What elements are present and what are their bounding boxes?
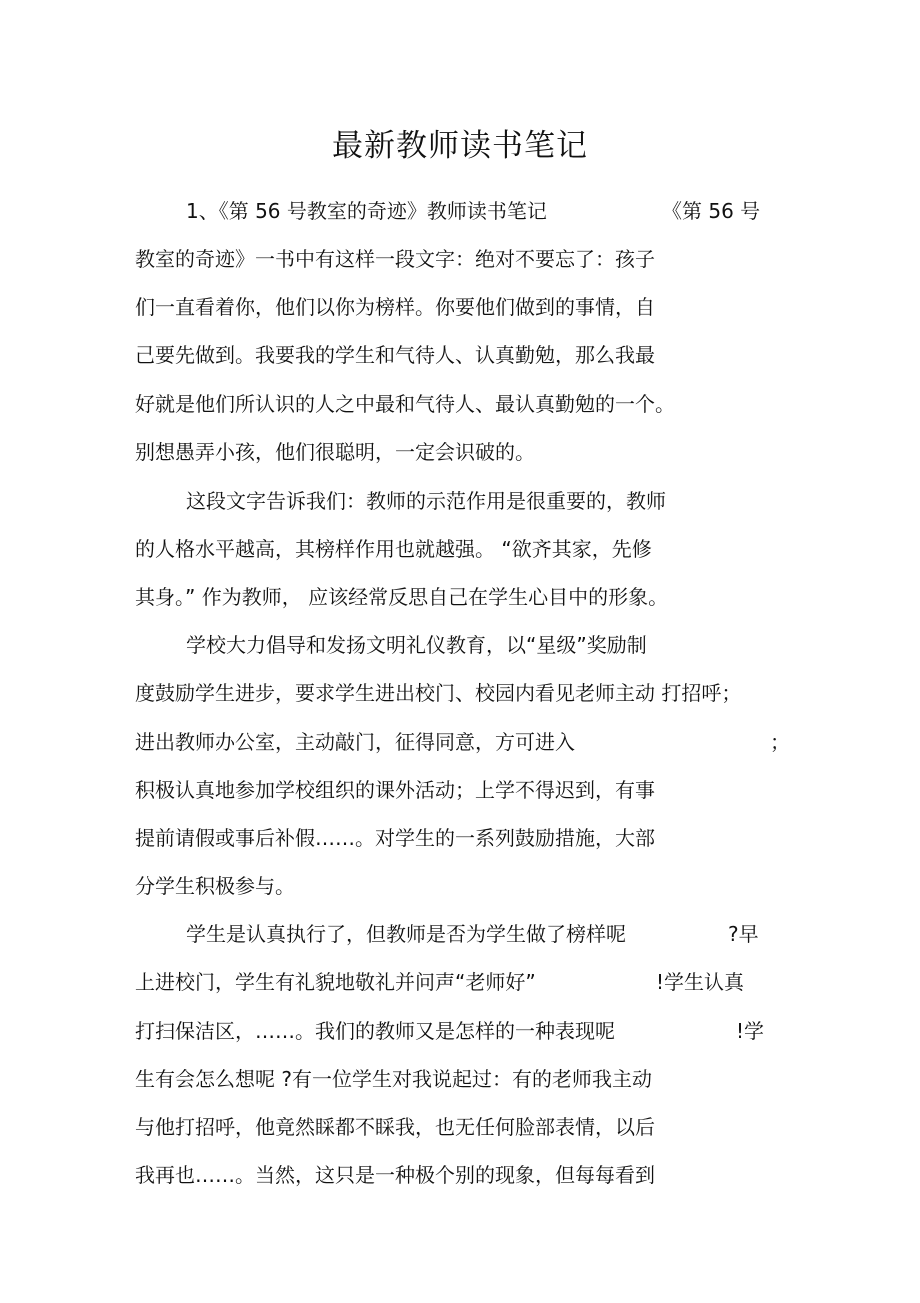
- paragraph-line-13: 积极认真地参加学校组织的课外活动；上学不得迟到，有事: [135, 778, 655, 802]
- paragraph-line-11: 度鼓励学生进步，要求学生进出校门、校园内看见老师主动 打招呼；: [135, 681, 742, 705]
- paragraph-line-12: 进出教师办公室，主动敲门，征得同意，方可进入: [135, 730, 575, 754]
- paragraph-line-2: 教室的奇迹》一书中有这样一段文字：绝对不要忘了：孩子: [135, 247, 655, 271]
- paragraph-line-15: 分学生积极参与。: [135, 874, 295, 898]
- paragraph-line-8: 的人格水平越高，其榜样作用也就越强。 “欲齐其家，先修: [135, 537, 652, 561]
- paragraph-line-20: 与他打招呼，他竟然睬都不睬我，也无任何脸部表情，以后: [135, 1115, 655, 1139]
- paragraph-line-5: 好就是他们所认识的人之中最和气待人、最认真勤勉的一个。: [135, 392, 675, 416]
- paragraph-line-7: 这段文字告诉我们：教师的示范作用是很重要的，教师: [186, 489, 666, 513]
- paragraph-line-14: 提前请假或事后补假……。对学生的一系列鼓励措施，大部: [135, 826, 655, 850]
- paragraph-line-3: 们一直看着你，他们以你为榜样。你要他们做到的事情，自: [135, 295, 655, 319]
- paragraph-line-6: 别想愚弄小孩，他们很聪明，一定会识破的。: [135, 440, 535, 464]
- paragraph-line-16: 学生是认真执行了，但教师是否为学生做了榜样呢: [186, 922, 626, 946]
- paragraph-line-18-tail: !学: [736, 1019, 765, 1043]
- paragraph-line-1: 1、《第 56 号教室的奇迹》教师读书笔记: [186, 199, 547, 223]
- paragraph-line-18: 打扫保洁区，……。我们的教师又是怎样的一种表现呢: [135, 1019, 615, 1043]
- paragraph-line-19: 生有会怎么想呢 ?有一位学生对我说起过：有的老师我主动: [135, 1067, 652, 1091]
- paragraph-line-16-tail: ?早: [728, 922, 759, 946]
- paragraph-line-21: 我再也……。当然，这只是一种极个别的现象，但每每看到: [135, 1163, 655, 1187]
- paragraph-line-1-tail: 《第 56 号: [662, 199, 761, 223]
- paragraph-line-4: 己要先做到。我要我的学生和气待人、认真勤勉，那么我最: [135, 343, 655, 367]
- paragraph-line-17-tail: !学生认真: [656, 970, 745, 994]
- paragraph-line-10: 学校大力倡导和发扬文明礼仪教育，以“星级”奖励制: [186, 633, 647, 657]
- paragraph-line-12-tail: ；: [770, 730, 790, 754]
- document-title: 最新教师读书笔记: [332, 128, 588, 164]
- paragraph-line-17: 上进校门，学生有礼貌地敬礼并问声“老师好”: [135, 970, 536, 994]
- paragraph-line-9: 其身。” 作为教师， 应该经常反思自己在学生心目中的形象。: [135, 585, 669, 609]
